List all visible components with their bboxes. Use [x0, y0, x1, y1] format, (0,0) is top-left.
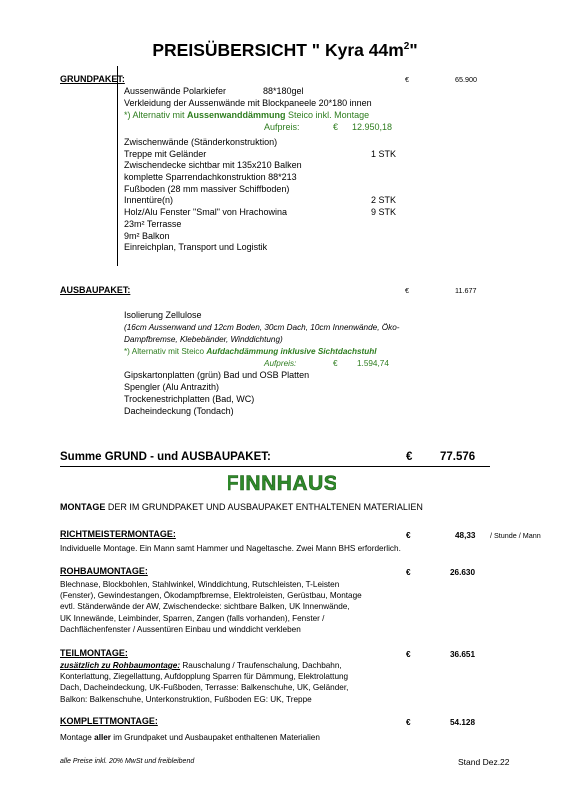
svg-text:FINNHAUS: FINNHAUS — [228, 472, 336, 494]
teilmontage-amount: 36.651 — [450, 650, 476, 659]
rohbaumontage-description — [60, 579, 362, 635]
footer-stand: Stand Dez.22 — [458, 757, 510, 767]
section-divider-line — [117, 66, 118, 266]
list-item: Dacheindeckung (Tondach) — [124, 406, 234, 416]
richtmeistermontage-unit: / Stunde / Mann — [490, 531, 541, 540]
description-line: Balkon: Balkenschuhe, Unterkonstruktion, Fußboden EG: UK, Treppe — [60, 694, 312, 704]
ausbaupaket-alternative: *) Alternativ mit Steico Aufdachdämmung inklusive Sichtdachstuhl — [124, 347, 377, 356]
description-line: Dach, Dacheindeckung, UK-Fußboden, Terrasse: Balkenschuhe, UK, Geländer, — [60, 683, 349, 693]
komplettmontage-amount: 54.128 — [450, 718, 476, 727]
grundpaket-aufpreis-amount: 12.950,18 — [352, 122, 393, 132]
description-line: Blechnase, Blockbohlen, Stahlwinkel, Winddichtung, Rutschleisten, T-Leisten — [60, 580, 340, 589]
teilmontage-description — [60, 660, 348, 705]
grundpaket-item-aussenwaende-spec: 88*180gel — [263, 86, 304, 96]
finnhaus-logo — [228, 470, 336, 494]
list-item: Holz/Alu Fenster "Smal" von Hrachowina 9 STK — [124, 207, 397, 218]
komplettmontage-heading: KOMPLETTMONTAGE: — [60, 716, 158, 726]
richtmeistermontage-heading: RICHTMEISTERMONTAGE: — [60, 529, 176, 539]
richtmeistermontage-amount: 48,33 — [455, 531, 476, 540]
ausbaupaket-aufpreis-label: Aufpreis: — [264, 359, 297, 368]
teilmontage-currency: € — [406, 650, 411, 659]
teilmontage-heading: TEILMONTAGE: — [60, 648, 128, 658]
ausbaupaket-item-list — [124, 370, 309, 418]
page-title: PREISÜBERSICHT " Kyra $44m^2$" — [152, 40, 418, 60]
summe-label: Summe GRUND - und AUSBAUPAKET: — [60, 451, 271, 463]
description-line: (Fenster), Gewindestangen, Ökodampfbremse, Elektroleisten, Gerüstbau, Montage — [60, 591, 362, 601]
grundpaket-amount: 65.900 — [455, 75, 477, 84]
richtmeistermontage-description: Individuelle Montage. Ein Mann samt Hammer und Nageltasche. Zwei Mann BHS erforderlich. — [60, 544, 401, 553]
montage-heading: MONTAGE DER IM GRUNDPAKET UND AUSBAUPAKET ENTHALTENEN MATERIALIEN — [60, 502, 423, 512]
footer-price-note: alle Preise inkl. 20% MwSt und freibleibend — [60, 758, 195, 765]
list-item: Spengler (Alu Antrazith) — [124, 382, 220, 392]
ausbaupaket-item-isolierung: Isolierung Zellulose — [124, 310, 202, 320]
grundpaket-aufpreis-currency: € — [333, 122, 339, 132]
list-item: Fußboden (28 mm massiver Schiffboden) — [124, 183, 290, 194]
grundpaket-heading: GRUNDPAKET: — [60, 74, 125, 84]
summe-currency: € — [406, 451, 413, 463]
ausbaupaket-currency: € — [405, 286, 409, 295]
list-item: Einreichplan, Transport und Logistik — [124, 242, 268, 253]
rohbaumontage-heading: ROHBAUMONTAGE: — [60, 566, 148, 576]
ausbaupaket-isolierung-detail-1: (16cm Aussenwand und 12cm Boden, 30cm Dach, 10cm Innenwände, Öko- — [124, 323, 400, 332]
description-line: Dachflächenfenster / Aussentüren Einbau und winddicht verkleben — [60, 624, 301, 634]
grundpaket-item-list — [124, 137, 414, 254]
ausbaupaket-amount: 11.677 — [455, 286, 477, 295]
ausbaupaket-isolierung-detail-2: Dampfbremse, Klebebänder, Winddichtung) — [124, 335, 283, 344]
ausbaupaket-aufpreis-amount: 1.594,74 — [357, 359, 389, 368]
ausbaupaket-aufpreis-currency: € — [333, 359, 338, 368]
list-item: Zwischendecke sichtbar mit 135x210 Balken — [124, 160, 302, 171]
komplettmontage-description: Montage aller im Grundpaket und Ausbaupaket enthaltenen Materialien — [60, 733, 320, 742]
list-item: Zwischenwände (Ständerkonstruktion) — [124, 137, 278, 147]
description-line: zusätzlich zu Rohbaumontage: Rauschalung / Traufenschalung, Dachbahn, — [60, 661, 342, 670]
komplettmontage-currency: € — [406, 718, 411, 727]
list-item: Trockenestrichplatten (Bad, WC) — [124, 394, 255, 404]
list-item: komplette Sparrendachkonstruktion 88*213 — [124, 172, 297, 183]
summe-underline — [60, 466, 490, 467]
description-line: evtl. Ständerwände der AW, Zwischendecke: sichtbare Balken, UK Innenwände, — [60, 602, 350, 612]
finnhaus-logo-mark — [228, 470, 336, 494]
rohbaumontage-currency: € — [406, 568, 411, 577]
grundpaket-currency: € — [405, 75, 409, 84]
rohbaumontage-amount: 26.630 — [450, 568, 476, 577]
description-line: Konterlattung, Ziegellattung, Aufdopplung Sparren für Dämmung, Elektrolattung — [60, 672, 349, 682]
summe-amount: 77.576 — [440, 451, 476, 463]
list-item: Gipskartonplatten (grün) Bad und OSB Platten — [124, 370, 310, 380]
grundpaket-alternative: *) Alternativ mit Aussenwanddämmung Steico inkl. Montage — [124, 110, 370, 120]
list-item: 23m² Terrasse — [124, 218, 182, 229]
list-item: Innentüre(n) 2 STK — [124, 195, 397, 206]
list-item: Treppe mit Geländer 1 STK — [124, 148, 397, 159]
grundpaket-item-verkleidung: Verkleidung der Aussenwände mit Blockpaneele 20*180 innen — [124, 98, 372, 108]
list-item: 9m² Balkon — [124, 230, 170, 241]
grundpaket-aufpreis-label: Aufpreis: — [264, 122, 300, 132]
richtmeistermontage-currency: € — [406, 531, 411, 540]
grundpaket-item-aussenwaende: Aussenwände Polarkiefer — [124, 86, 227, 96]
description-line: UK Innewände, Leimbinder, Sparren, Zangen (falls vorhanden), Fenster / — [60, 613, 325, 623]
ausbaupaket-heading: AUSBAUPAKET: — [60, 285, 131, 295]
